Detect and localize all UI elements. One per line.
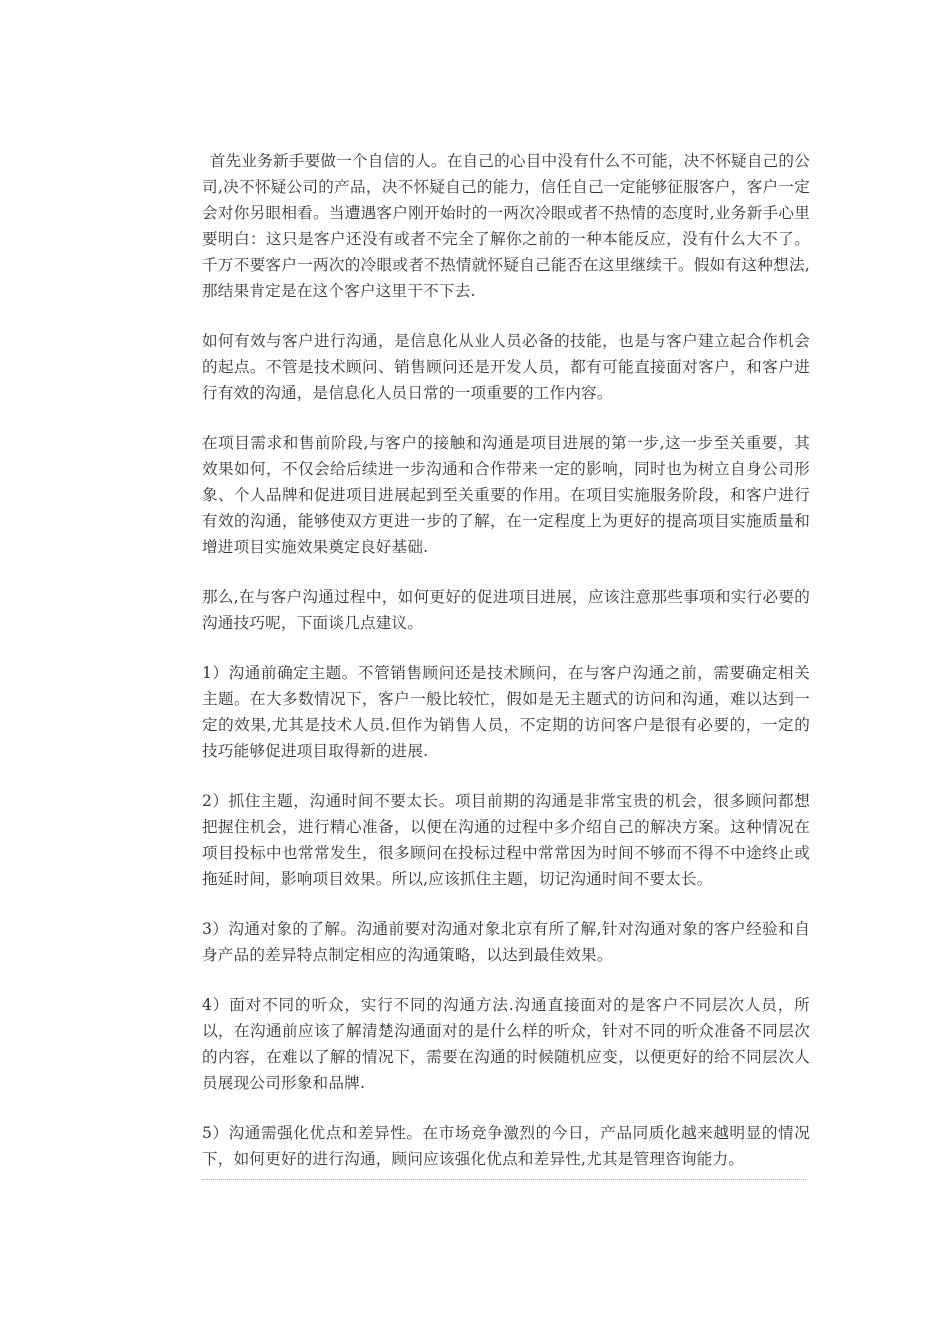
paragraph-intro: 首先业务新手要做一个自信的人。在自己的心目中没有什么不可能，决不怀疑自己的公司,决不怀疑公司的产品，决不怀疑自己的能力，信任自己一定能够征服客户，客户一定会对你另眼相看。当遭遇客户刚开始时的一两次冷眼或者不热情的态度时,业务新手心里要明白：这只是客户还没有或者不完全了解你之前的一种本能反应，没有什么大不了。千万不要客户一两次的冷眼或者不热情就怀疑自己能否在这里继续干。假如有这种想法,那结果肯定是在这个客户这里干不下去.: [202, 152, 810, 300]
paragraph-communication-skill: 如何有效与客户进行沟通，是信息化从业人员必备的技能，也是与客户建立起合作机会的起点。不管是技术顾问、销售顾问还是开发人员，都有可能直接面对客户，和客户进行有效的沟通，是信息化人员日常的一项重要的工作内容。: [202, 332, 810, 402]
list-item-2: 2）抓住主题，沟通时间不要太长。项目前期的沟通是非常宝贵的机会，很多顾问都想把握住机会，进行精心准备，以便在沟通的过程中多介绍自己的解决方案。这种情况在项目投标中也常常发生，很多顾问在投标过程中常常因为时间不够而不得不中途终止或拖延时间，影响项目效果。所以,应该抓住主题，切记沟通时间不要太长。: [202, 792, 810, 888]
list-item-3: 3）沟通对象的了解。沟通前要对沟通对象北京有所了解,针对沟通对象的客户经验和自身产品的差异特点制定相应的沟通策略，以达到最佳效果。: [202, 920, 810, 964]
list-item-1: 1）沟通前确定主题。不管销售顾问还是技术顾问，在与客户沟通之前，需要确定相关主题。在大多数情况下，客户一般比较忙，假如是无主题式的访问和沟通，难以达到一定的效果,尤其是技术人员.但作为销售人员，不定期的访问客户是很有必要的，一定的技巧能够促进项目取得新的进展.: [202, 664, 810, 760]
dotted-divider: [202, 1179, 806, 1180]
paragraph-presales-stage: 在项目需求和售前阶段,与客户的接触和沟通是项目进展的第一步,这一步至关重要，其效果如何，不仅会给后续进一步沟通和合作带来一定的影响，同时也为树立自身公司形象、个人品牌和促进项目进展起到至关重要的作用。在项目实施服务阶段，和客户进行有效的沟通，能够使双方更进一步的了解，在一定程度上为更好的提高项目实施质量和增进项目实施效果奠定良好基础.: [202, 434, 810, 556]
list-item-5: 5）沟通需强化优点和差异性。在市场竞争激烈的今日，产品同质化越来越明显的情况下，如何更好的进行沟通，顾问应该强化优点和差异性,尤其是管理咨询能力。: [202, 1124, 810, 1168]
list-item-4: 4）面对不同的听众，实行不同的沟通方法.沟通直接面对的是客户不同层次人员，所以，在沟通前应该了解清楚沟通面对的是什么样的听众，针对不同的听众准备不同层次的内容，在难以了解的情况下，需要在沟通的时候随机应变，以便更好的给不同层次人员展现公司形象和品牌.: [202, 996, 810, 1092]
article-body: [202, 148, 810, 1172]
paragraph-suggestions-intro: 那么,在与客户沟通过程中，如何更好的促进项目进展，应该注意那些事项和实行必要的沟通技巧呢，下面谈几点建议。: [202, 588, 810, 632]
